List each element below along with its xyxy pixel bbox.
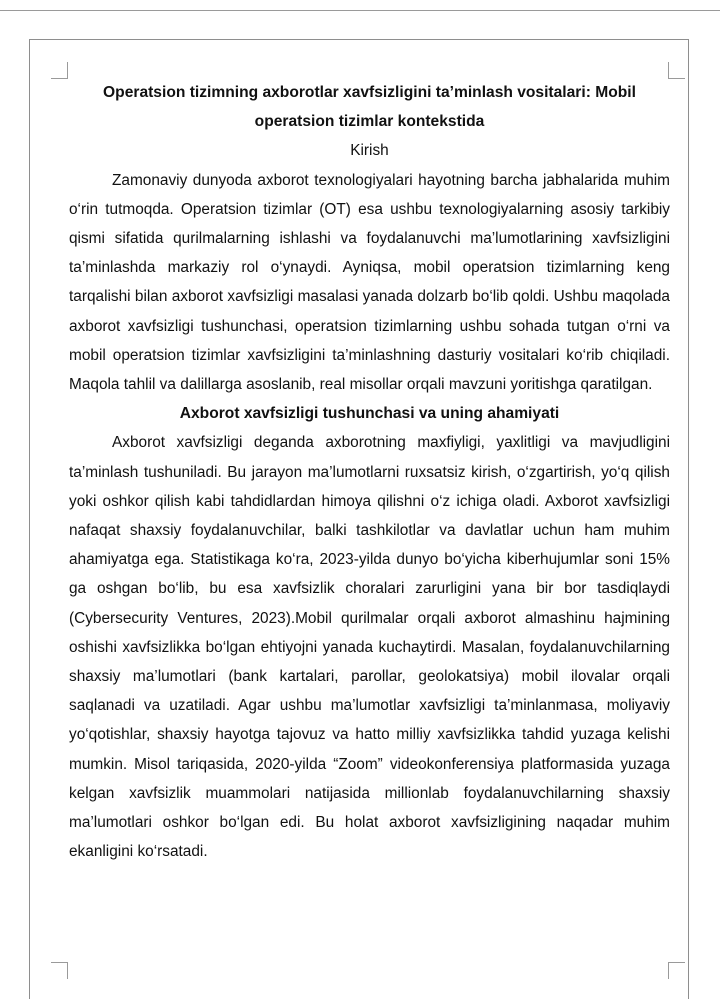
section-paragraph: Axborot xavfsizligi deganda axborotning maxfiyligi, yaxlitligi va mavjudligini ta’minlash tushuniladi. Bu jarayon ma’lumotlarni ruxsatsiz kirish, o‘zgartirish, yo‘q qilish yoki oshkor qilish kabi tahdidlardan himoya qilishni o‘z ichiga oladi. Axborot xavfsizligi nafaqat shaxsiy foydalanuvchilar, balki tashkilotlar va davlatlar uchun ham muhim ahamiyatga ega. Statistikaga ko‘ra, 2023-yilda dunyo bo‘yicha kiberhujumlar soni 15% ga oshgan bo‘lib, bu esa xavfsizlik choralari zarurligini yana bir bor tasdiqlaydi (Cybersecurity Ventures, 2023).Mobil qurilmalar orqali axborot almashinu hajmining oshishi xavfsizlikka bo‘lgan ehtiyojni yanada kuchaytirdi. Masalan, foydalanuvchilarning shaxsiy ma’lumotlari (bank kartalari, parollar, geolokatsiya) mobil ilovalar orqali saqlanadi va uzatiladi. Agar ushbu ma’lumotlar xavfsizligi ta’minlanmasa, moliyaviy yo‘qotishlar, shaxsiy hayotga tajovuz va hatto milliy xavfsizlikka tahdid yuzaga kelishi mumkin. Misol tariqasida, 2020-yilda “Zoom” videokonferensiya platformasida yuzaga kelgan xavfsizlik muammolari natijasida millionlab foydalanuvchilarning shaxsiy ma’lumotlari oshkor bo‘lgan edi. Bu holat axborot xavfsizligining naqadar muhim ekanligini ko‘rsatadi.: [69, 434, 670, 861]
document-body[interactable]: [69, 78, 670, 866]
margin-corner-mark-bottom-right: [668, 962, 685, 979]
document-title: Operatsion tizimning axborotlar xavfsizligini ta’minlash vositalari: Mobil operatsion tizimlar kontekstida: [103, 84, 636, 131]
margin-corner-mark-top-left: [51, 62, 68, 79]
margin-corner-mark-top-right: [668, 62, 685, 79]
section-heading: Axborot xavfsizligi tushunchasi va uning ahamiyati: [179, 405, 560, 423]
document-page[interactable]: [29, 39, 689, 999]
intro-heading: Kirish: [350, 142, 389, 160]
toolbar-divider: [0, 10, 720, 11]
intro-paragraph: Zamonaviy dunyoda axborot texnologiyalari hayotning barcha jabhalarida muhim o‘rin tutmoqda. Operatsion tizimlar (OT) esa ushbu texnologiyalarning asosiy tarkibiy qismi sifatida qurilmalarning ishlashi va foydalanuvchi ma’lumotlarining xavfsizligini ta’minlashda markaziy rol o‘ynaydi. Ayniqsa, mobil operatsion tizimlarning keng tarqalishi bilan axborot xavfsizligi masalasi yanada dolzarb bo‘lib qoldi. Ushbu maqolada axborot xavfsizligi tushunchasi, operatsion tizimlarning ushbu sohada tutgan o‘rni va mobil operatsion tizimlar xavfsizligini ta’minlashning dasturiy vositalari ko‘rib chiqiladi. Maqola tahlil va dalillarga asoslanib, real misollar orqali mavzuni yoritishga qaratilgan.: [69, 171, 670, 394]
margin-corner-mark-bottom-left: [51, 962, 68, 979]
